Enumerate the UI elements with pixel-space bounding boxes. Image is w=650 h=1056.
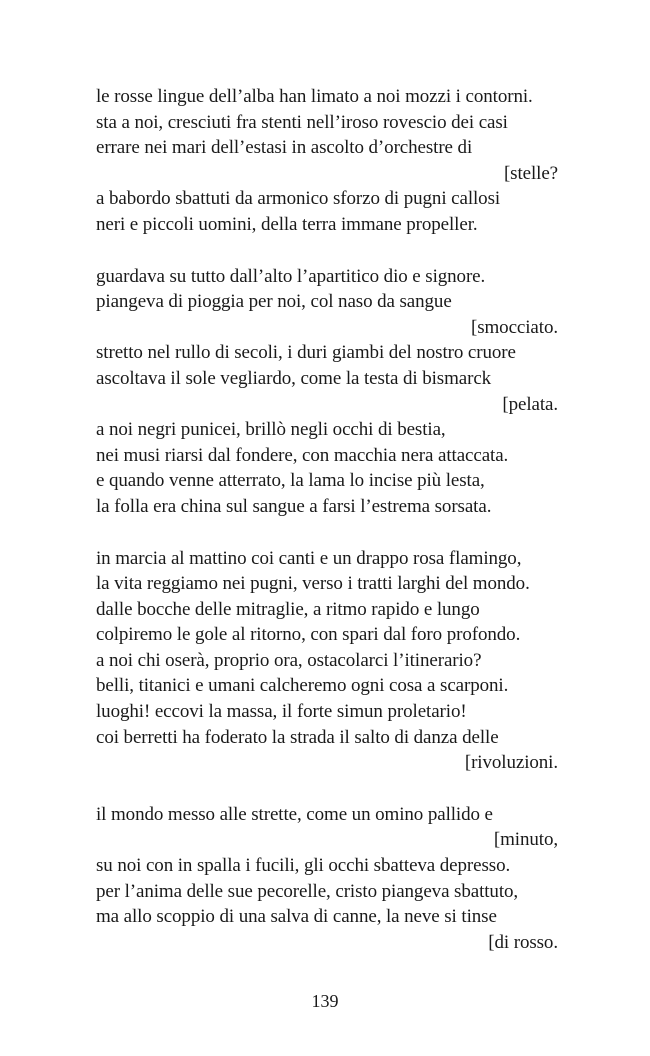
- verse-line: la vita reggiamo nei pugni, verso i tratti larghi del mondo.: [96, 573, 530, 595]
- verse-turnover: [rivoluzioni.: [464, 752, 558, 774]
- verse-line: colpiremo le gole al ritorno, con spari dal foro profondo.: [96, 624, 521, 646]
- verse-line: il mondo messo alle strette, come un omino pallido e: [96, 803, 493, 825]
- verse-line: luoghi! eccovi la massa, il forte simun proletario!: [96, 701, 467, 723]
- stanza-2: [96, 264, 558, 520]
- verse-line: a noi negri punicei, brillò negli occhi di bestia,: [96, 419, 446, 441]
- verse-line: nei musi riarsi dal fondere, con macchia nera attaccata.: [96, 444, 509, 466]
- verse-turnover: [smocciato.: [470, 316, 558, 338]
- verse-line: per l’anima delle sue pecorelle, cristo piangeva sbattuto,: [96, 880, 519, 902]
- verse-line: guardava su tutto dall’alto l’apartitico dio e signore.: [96, 265, 486, 287]
- verse-line: coi berretti ha foderato la strada il salto di danza delle: [96, 726, 499, 748]
- verse-line: le rosse lingue dell’alba han limato a noi mozzi i contorni.: [96, 86, 533, 107]
- verse-line: ma allo scoppio di una salva di canne, la neve si tinse: [96, 906, 497, 928]
- verse-line: sta a noi, cresciuti fra stenti nell’iroso rovescio dei casi: [96, 111, 508, 133]
- verse-turnover: [pelata.: [502, 393, 558, 415]
- verse-turnover: [minuto,: [493, 829, 558, 851]
- verse-line: in marcia al mattino coi canti e un drappo rosa flamingo,: [96, 547, 522, 569]
- page-number: 139: [311, 991, 339, 1011]
- stanza-1: [96, 84, 558, 238]
- verse-line: ascoltava il sole vegliardo, come la testa di bismarck: [96, 367, 492, 389]
- verse-line: la folla era china sul sangue a farsi l’estrema sorsata.: [96, 495, 492, 517]
- verse-turnover: [di rosso.: [488, 931, 558, 953]
- verse-line: a babordo sbattuti da armonico sforzo di pugni callosi: [96, 188, 501, 210]
- verse-line: errare nei mari dell’estasi in ascolto d’orchestre di: [96, 137, 473, 159]
- poem-page: [96, 84, 558, 981]
- verse-line: dalle bocche delle mitraglie, a ritmo rapido e lungo: [96, 598, 480, 620]
- verse-line: su noi con in spalla i fucili, gli occhi sbatteva depresso.: [96, 855, 511, 877]
- stanza-3: [96, 546, 558, 776]
- verse-turnover: [stelle?: [503, 162, 558, 184]
- verse-line: e quando venne atterrato, la lama lo incise più lesta,: [96, 470, 485, 492]
- verse-line: piangeva di pioggia per noi, col naso da sangue: [96, 291, 452, 313]
- verse-line: stretto nel rullo di secoli, i duri giambi del nostro cruore: [96, 342, 516, 364]
- stanza-4: [96, 802, 558, 956]
- verse-line: a noi chi oserà, proprio ora, ostacolarci l’itinerario?: [96, 649, 482, 671]
- verse-line: neri e piccoli uomini, della terra immane propeller.: [96, 213, 478, 235]
- verse-line: belli, titanici e umani calcheremo ogni cosa a scarponi.: [96, 675, 509, 697]
